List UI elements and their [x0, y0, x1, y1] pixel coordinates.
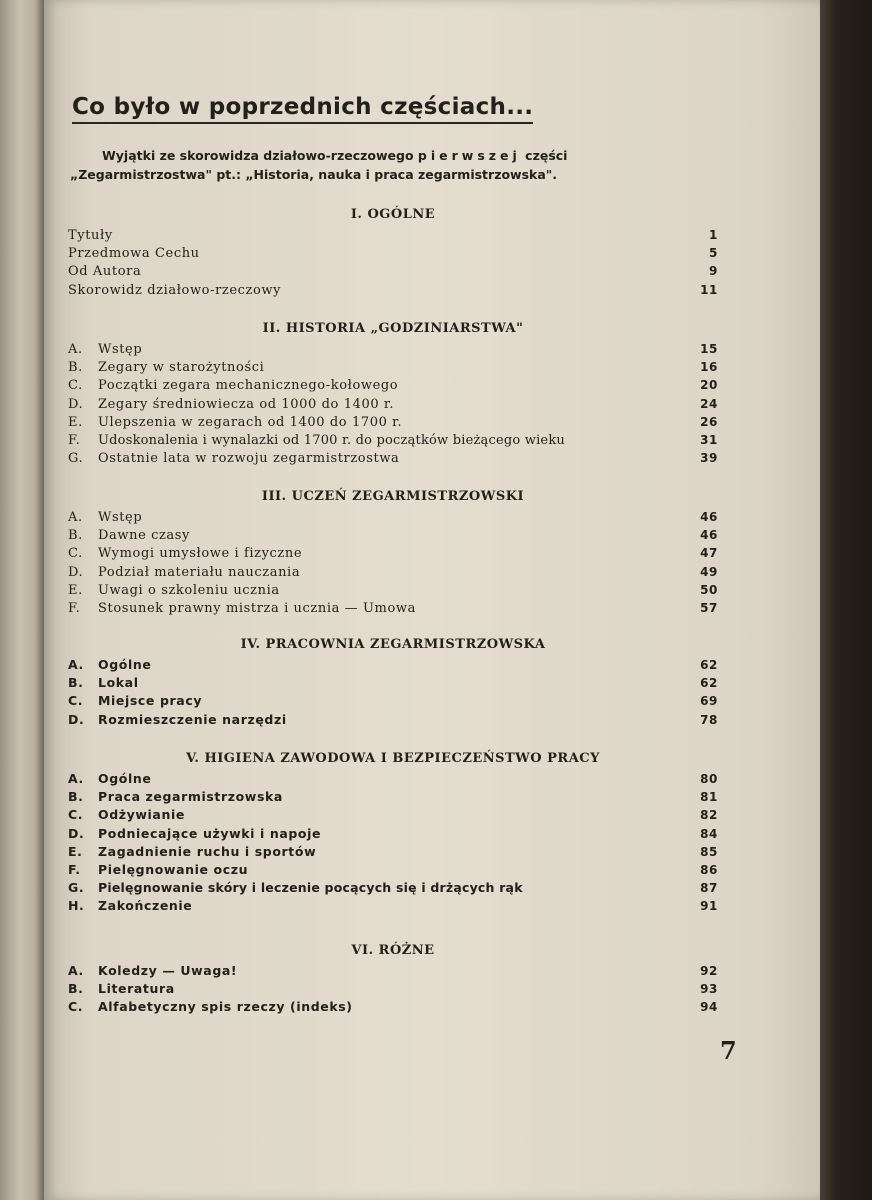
- book-cover-right: [820, 0, 872, 1200]
- entry-text: Wstęp: [98, 510, 143, 525]
- entry-text: Odżywianie: [98, 807, 185, 823]
- toc-entry: [68, 962, 718, 980]
- intro-text-spaced: pierwszej: [417, 148, 521, 163]
- toc-section: [68, 748, 718, 916]
- toc-section: [68, 940, 718, 1017]
- entry-text: Początki zegara mechanicznego-kołowego: [98, 378, 399, 394]
- toc-entry: [68, 980, 718, 998]
- intro-paragraph: [70, 146, 690, 184]
- entry-letter: D.: [68, 564, 84, 580]
- entry-page: 24: [700, 396, 718, 411]
- entry-letter: D.: [68, 711, 85, 727]
- page-title: Co było w poprzednich częściach...: [72, 94, 533, 124]
- entry-page: 91: [700, 899, 718, 914]
- entry-page: 11: [700, 282, 718, 297]
- entry-page: 46: [700, 528, 718, 543]
- toc-entry: [68, 281, 718, 299]
- entry-page: 46: [700, 510, 718, 524]
- toc-entry: [68, 897, 718, 915]
- entry-text: Podniecające używki i napoje: [98, 825, 322, 841]
- entry-page: 1: [709, 228, 718, 242]
- entry-page: 62: [700, 676, 718, 691]
- toc-entry: [68, 358, 718, 376]
- entry-letter: B.: [68, 981, 84, 997]
- entry-page: 26: [700, 414, 718, 429]
- entry-page: 92: [700, 964, 718, 978]
- toc-entry: [68, 998, 718, 1016]
- toc-entry: [68, 262, 718, 280]
- entry-page: 81: [700, 790, 718, 805]
- toc-entry: [68, 656, 718, 674]
- entry-letter: B.: [68, 360, 83, 376]
- entry-letter: B.: [68, 789, 84, 805]
- toc-entry: [68, 674, 718, 692]
- entry-page: 86: [700, 862, 718, 877]
- toc-entry: [68, 244, 718, 262]
- entry-text: Przedmowa Cechu: [68, 246, 200, 262]
- entry-text: Pielęgnowanie skóry i leczenie pocących się i drżących rąk: [98, 880, 523, 896]
- section-heading: VI. RÓŻNE: [351, 943, 435, 958]
- entry-text: Miejsce pracy: [98, 693, 203, 709]
- book-spine-left: [0, 0, 44, 1200]
- toc-entry: [68, 692, 718, 710]
- section-heading: V. HIGIENA ZAWODOWA I BEZPIECZEŃSTWO PRACY: [186, 751, 600, 766]
- intro-text-before: Wyjątki ze skorowidza działowo-rzeczowego: [102, 148, 414, 163]
- entry-page: 15: [700, 342, 718, 356]
- entry-text: Uwagi o szkoleniu ucznia: [98, 582, 280, 598]
- entry-text: Ostatnie lata w rozwoju zegarmistrzostwa: [98, 451, 400, 467]
- toc-entry: [68, 526, 718, 544]
- entry-text: Skorowidz działowo-rzeczowy: [68, 282, 282, 298]
- entry-text: Alfabetyczny spis rzeczy (indeks): [98, 999, 353, 1015]
- toc-entry: [68, 544, 718, 562]
- entry-text: Dawne czasy: [98, 528, 190, 544]
- entry-letter: C.: [68, 546, 83, 562]
- entry-page: 94: [700, 1000, 718, 1015]
- toc-entry: [68, 599, 718, 617]
- entry-text: Lokal: [98, 675, 139, 691]
- entry-page: 39: [700, 451, 718, 466]
- entry-text: Zagadnienie ruchu i sportów: [98, 843, 317, 859]
- entry-letter: G.: [68, 880, 85, 896]
- entry-text: Podział materiału nauczania: [98, 564, 301, 580]
- toc-section: [68, 204, 718, 299]
- entry-page: 16: [700, 360, 718, 375]
- page-number: 7: [720, 1036, 737, 1065]
- toc-section: [68, 634, 718, 729]
- entry-text: Zakończenie: [98, 898, 193, 914]
- entry-page: 47: [700, 546, 718, 561]
- toc-entry: [68, 226, 718, 244]
- entry-text: Zegary w starożytności: [98, 360, 265, 376]
- entry-text: Praca zegarmistrzowska: [98, 789, 283, 805]
- entry-letter: C.: [68, 999, 84, 1015]
- toc-entry: [68, 395, 718, 413]
- entry-page: 9: [709, 264, 718, 279]
- entry-letter: D.: [68, 825, 85, 841]
- entry-letter: C.: [68, 378, 83, 394]
- entry-page: 78: [700, 712, 718, 727]
- entry-page: 84: [700, 826, 718, 841]
- entry-letter: B.: [68, 675, 84, 691]
- toc-entry: [68, 376, 718, 394]
- entry-text: Koledzy — Uwaga!: [98, 963, 238, 978]
- entry-page: 20: [700, 378, 718, 393]
- toc-entry: [68, 770, 718, 788]
- entry-page: 87: [700, 881, 718, 896]
- entry-text: Udoskonalenia i wynalazki od 1700 r. do początków bieżącego wieku: [98, 432, 565, 448]
- entry-letter: A.: [68, 342, 83, 357]
- entry-text: Wstęp: [98, 342, 143, 357]
- intro-text-after: części „Zegarmistrzostwa" pt.: „Historia, nauka i praca zegarmistrzowska".: [70, 148, 568, 182]
- toc-entry: [68, 843, 718, 861]
- entry-page: 57: [700, 600, 718, 615]
- entry-text: Literatura: [98, 981, 175, 997]
- entry-text: Tytuły: [68, 228, 113, 243]
- section-heading: III. UCZEŃ ZEGARMISTRZOWSKI: [261, 489, 525, 504]
- toc-section: [68, 318, 718, 467]
- entry-text: Ogólne: [98, 771, 152, 786]
- entry-text: Zegary średniowiecza od 1000 do 1400 r.: [98, 396, 395, 412]
- entry-page: 85: [700, 844, 718, 859]
- toc-entry: [68, 563, 718, 581]
- toc-entry: [68, 711, 718, 729]
- entry-letter: F.: [68, 600, 81, 616]
- entry-page: 62: [700, 658, 718, 672]
- entry-text: Wymogi umysłowe i fizyczne: [98, 546, 303, 562]
- toc-entry: [68, 806, 718, 824]
- entry-letter: F.: [68, 432, 81, 448]
- entry-page: 31: [700, 432, 718, 447]
- entry-letter: H.: [68, 898, 85, 914]
- entry-page: 49: [700, 564, 718, 579]
- entry-letter: C.: [68, 693, 84, 709]
- entry-letter: F.: [68, 861, 81, 877]
- toc-entry: [68, 449, 718, 467]
- entry-page: 5: [709, 246, 718, 261]
- entry-letter: E.: [68, 414, 83, 430]
- entry-page: 82: [700, 808, 718, 823]
- section-heading: IV. PRACOWNIA ZEGARMISTRZOWSKA: [240, 637, 546, 652]
- entry-text: Ulepszenia w zegarach od 1400 do 1700 r.: [98, 414, 403, 430]
- toc-entry: [68, 581, 718, 599]
- toc-entry: [68, 879, 718, 897]
- entry-letter: A.: [68, 510, 83, 525]
- toc-entry: [68, 861, 718, 879]
- entry-letter: E.: [68, 582, 83, 598]
- entry-page: 93: [700, 982, 718, 997]
- section-heading: I. OGÓLNE: [350, 207, 436, 222]
- entry-letter: A.: [68, 771, 84, 786]
- entry-text: Pielęgnowanie oczu: [98, 861, 249, 877]
- entry-page: 50: [700, 582, 718, 597]
- entry-text: Rozmieszczenie narzędzi: [98, 711, 287, 727]
- section-heading: II. HISTORIA „GODZINIARSTWA": [262, 321, 524, 336]
- entry-page: 69: [700, 694, 718, 709]
- toc-entry: [68, 413, 718, 431]
- entry-text: Od Autora: [68, 264, 142, 280]
- entry-letter: C.: [68, 807, 84, 823]
- toc-entry: [68, 508, 718, 526]
- entry-letter: E.: [68, 843, 83, 859]
- toc-entry: [68, 788, 718, 806]
- entry-text: Stosunek prawny mistrza i ucznia — Umowa: [98, 600, 416, 616]
- entry-letter: B.: [68, 528, 83, 544]
- toc-entry: [68, 431, 718, 449]
- entry-letter: G.: [68, 451, 84, 467]
- entry-page: 80: [700, 772, 718, 786]
- entry-letter: A.: [68, 963, 84, 978]
- entry-text: Ogólne: [98, 657, 152, 672]
- toc-entry: [68, 340, 718, 358]
- toc-section: [68, 486, 718, 617]
- entry-letter: D.: [68, 396, 84, 412]
- entry-letter: A.: [68, 657, 84, 672]
- toc-entry: [68, 825, 718, 843]
